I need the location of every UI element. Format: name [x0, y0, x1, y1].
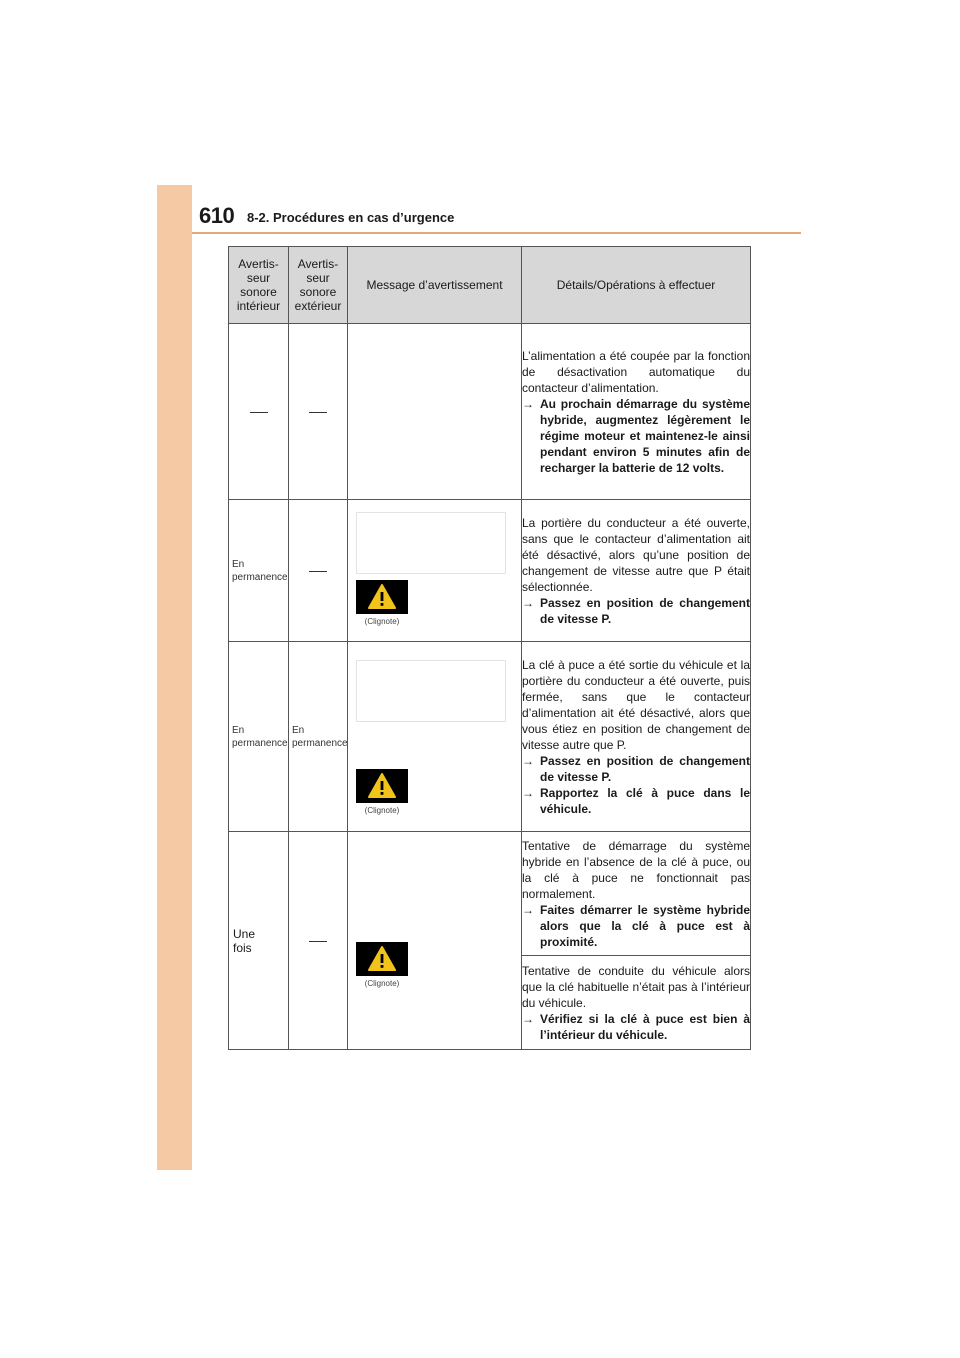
action-item [522, 753, 750, 785]
col-interior-buzzer [229, 247, 289, 324]
col-exterior-buzzer [289, 247, 348, 324]
arrow-icon: → [522, 396, 534, 411]
header-rule [192, 232, 801, 234]
warning-triangle-icon [367, 772, 397, 799]
action-text: Vérifiez si la clé à puce est bien à l’intérieur du véhicule. [540, 1011, 750, 1042]
blink-label: (Clignote) [364, 979, 400, 988]
side-color-band [157, 185, 192, 1170]
buzzer-mode: En permanence [232, 558, 288, 583]
action-text: Passez en position de changement de vitesse P. [540, 595, 750, 626]
action-text: Passez en position de changement de vitesse P. [540, 753, 750, 784]
details-text: La clé à puce a été sortie du véhicule et la portière du conducteur a été ouverte, puis fermée, sans que le contacteur d’alimentation ait été désactivé, alors que vous étiez en position de changement de vitesse autre que P. [522, 657, 750, 752]
blink-label: (Clignote) [364, 806, 400, 815]
details-text: Tentative de démarrage du système hybride en l’absence de la clé à puce, ou la clé à puce ne fonctionnait pas normalement. [522, 838, 750, 901]
exterior-buzzer-cell [289, 324, 348, 500]
message-display-area [356, 512, 506, 574]
col-details: Détails/Opérations à effectuer [522, 247, 751, 324]
details-text: Tentative de conduite du véhicule alors que la clé habituelle n’était pas à l’intérieur du véhicule. [522, 963, 750, 1010]
table-row [229, 324, 751, 500]
action-text: Au prochain démarrage du système hybride, augmentez légèrement le régime moteur et maintenez-le ainsi pendant environ 5 minutes afin de recharger la batterie de 12 volts. [540, 396, 750, 475]
dash [250, 412, 268, 413]
details-text: La portière du conducteur a été ouverte, sans que le contacteur d’alimentation ait été désactivé, alors qu’une position de changement de vitesse autre que P était sélectionnée. [522, 515, 750, 594]
table-header-row [229, 247, 751, 324]
action-item [522, 1011, 750, 1043]
details-cell [522, 642, 751, 832]
action-item [522, 396, 750, 476]
arrow-icon: → [522, 902, 534, 917]
buzzer-mode: Une fois [233, 926, 256, 955]
message-cell [348, 500, 522, 642]
buzzer-mode: En permanence [232, 724, 288, 749]
dash [309, 571, 327, 572]
warning-badge [356, 942, 408, 976]
page-number: 610 [199, 203, 235, 228]
warning-badge [356, 769, 408, 803]
warning-triangle-icon [367, 945, 397, 972]
arrow-icon: → [522, 785, 534, 800]
message-cell-empty [348, 324, 522, 500]
details-cell [522, 956, 751, 1050]
warning-triangle-icon [367, 583, 397, 610]
dash [309, 412, 327, 413]
message-cell [348, 642, 522, 832]
interior-buzzer-cell [229, 642, 289, 832]
action-item [522, 785, 750, 817]
details-cell [522, 832, 751, 956]
interior-buzzer-cell [229, 500, 289, 642]
buzzer-mode: En permanence [292, 724, 348, 749]
col-exterior-buzzer-label: Avertis- seur sonore extérieur [294, 257, 342, 313]
exterior-buzzer-cell [289, 642, 348, 832]
interior-buzzer-cell [229, 324, 289, 500]
section-title: 8-2. Procédures en cas d’urgence [247, 210, 455, 225]
arrow-icon: → [522, 753, 534, 768]
col-warning-message: Message d’avertissement [348, 247, 522, 324]
exterior-buzzer-cell [289, 500, 348, 642]
action-item [522, 902, 750, 950]
message-display-area [356, 660, 506, 722]
col-interior-buzzer-label: Avertis- seur sonore intérieur [236, 257, 281, 313]
arrow-icon: → [522, 1011, 534, 1026]
action-text: Rapportez la clé à puce dans le véhicule. [540, 785, 750, 816]
dash [309, 941, 327, 942]
action-item [522, 595, 750, 627]
blink-label: (Clignote) [364, 617, 400, 626]
table-row [229, 832, 751, 956]
warning-badge [356, 580, 408, 614]
details-cell [522, 500, 751, 642]
exterior-buzzer-cell [289, 832, 348, 1050]
details-cell [522, 324, 751, 500]
interior-buzzer-cell [229, 832, 289, 1050]
arrow-icon: → [522, 595, 534, 610]
message-cell [348, 832, 522, 1050]
table-row [229, 500, 751, 642]
table-row [229, 642, 751, 832]
warning-table [228, 246, 751, 1050]
details-text: L’alimentation a été coupée par la fonction de désactivation automatique du contacteur d’alimentation. [522, 348, 750, 395]
action-text: Faites démarrer le système hybride alors que la clé à puce est à proximité. [540, 902, 750, 949]
